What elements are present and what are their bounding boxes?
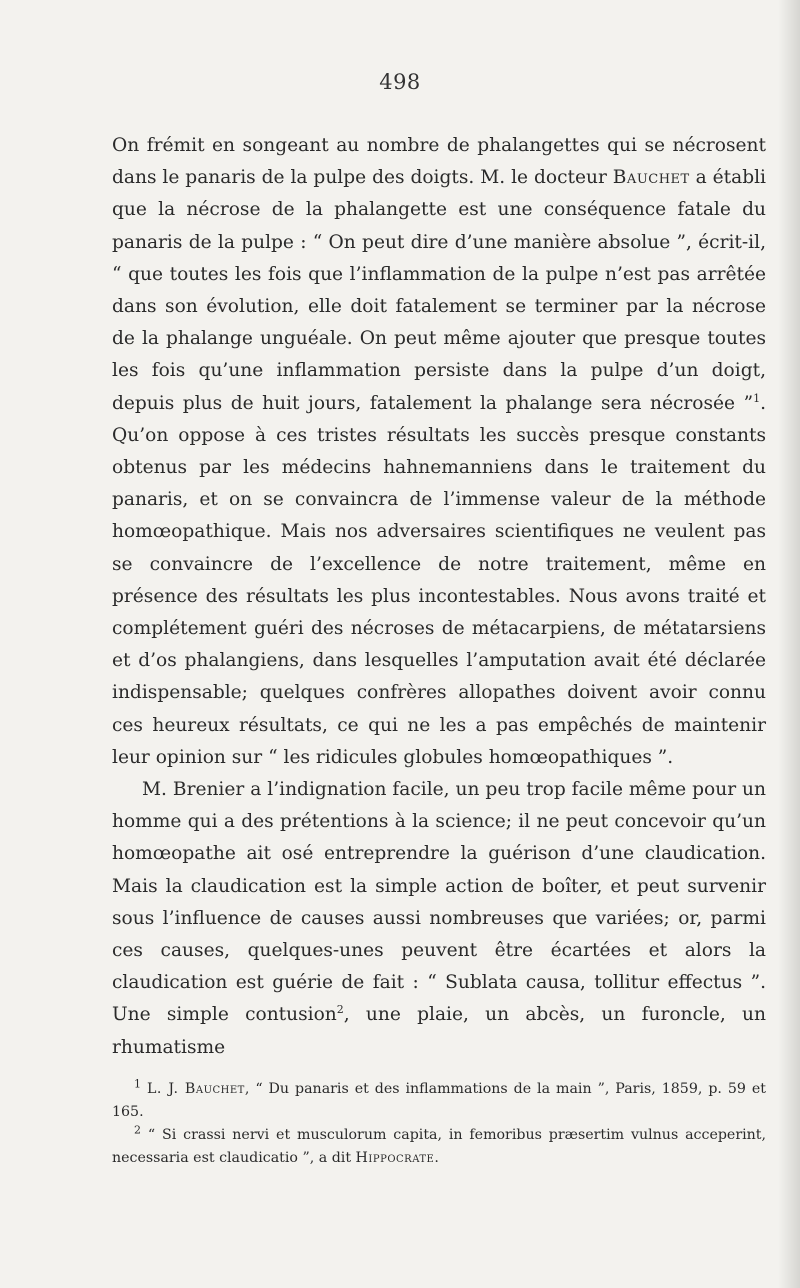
paragraph-2-text-b: , une plaie, un abcès, un furoncle, un rhumatisme xyxy=(112,1004,766,1058)
footnote-ref-1[interactable]: 1 xyxy=(753,391,761,405)
footnote-1 xyxy=(112,1078,766,1124)
footnote-1-number: 1 xyxy=(134,1077,141,1091)
paragraph-2 xyxy=(112,774,766,1064)
footnote-2-text: “ Si crassi nervi et musculorum capita, in femoribus præsertim vulnus acceperint, necessaria est claudicatio ”, a dit xyxy=(112,1126,766,1166)
paragraph-1-text-a: On frémit en songeant au nombre de phalangettes qui se nécrosent dans le panaris de la pulpe des doigts. M. le docteur xyxy=(112,135,766,189)
footnote-1-text: , “ Du panaris et des inflammations de la main ”, Paris, 1859, p. 59 et 165. xyxy=(112,1080,766,1120)
paragraph-1-text-c: . Qu’on oppose à ces tristes résultats les succès presque constants obtenus par les médecins hahnemanniens dans le traitement du panaris, et on se convaincra de l’immense valeur de la méthode homœopathique. Mais nos adversaires scientifiques ne veulent pas se convaincre de l’excellence de notre traitement, même en présence des résultats les plus incontestables. Nous avons traité et complétement guéri des nécroses de métacarpiens, de métatarsiens et d’os phalangiens, dans lesquelles l’amputation avait été déclarée indispensable; quelques confrères allopathes doivent avoir connu ces heureux résultats, ce qui ne les a pas empêchés de maintenir leur opinion sur “ les ridicules globules homœopathiques ”. xyxy=(112,392,766,768)
paragraph-1-text-b: a établi que la nécrose de la phalangette est une conséquence fatale du panaris de la pulpe : “ On peut dire d’une manière absolue ”, écrit-il, “ que toutes les fois que l’inflammation de la pulpe n’est pas arrêtée dans son évolution, elle doit fatalement se terminer par la nécrose de la phalange unguéale. On peut même ajouter que presque toutes les fois qu’une inflammation persiste dans la pulpe d’un doigt, depuis plus de huit jours, fatalement la phalange sera nécrosée ” xyxy=(112,167,767,414)
footnote-1-author: L. J. Bauchet xyxy=(146,1080,245,1097)
author-name-bauchet: Bauchet xyxy=(612,167,690,189)
page-number: 498 xyxy=(379,70,421,94)
footnote-2 xyxy=(112,1124,766,1170)
footnotes xyxy=(112,1078,766,1170)
footnote-2-author: Hippocrate xyxy=(355,1149,435,1166)
footnote-2-number: 2 xyxy=(134,1123,141,1137)
paragraph-1 xyxy=(112,130,766,774)
footnote-ref-2[interactable]: 2 xyxy=(336,1003,344,1017)
paragraph-2-text-a: M. Brenier a l’indignation facile, un peu trop facile même pour un homme qui a des prétentions à la science; il ne peut concevoir qu’un homœopathe ait osé entreprendre la guérison d’une claudication. Mais la claudication est la simple action de boîter, et peut survenir sous l’influence de causes aussi nombreuses que variées; or, parmi ces causes, quelques-unes peuvent être écartées et alors la claudication est guérie de fait : “ Sublata causa, tollitur effectus ”. Une simple contusion xyxy=(112,779,766,1026)
footnote-2-end: . xyxy=(434,1149,439,1166)
body-text xyxy=(112,130,766,1064)
